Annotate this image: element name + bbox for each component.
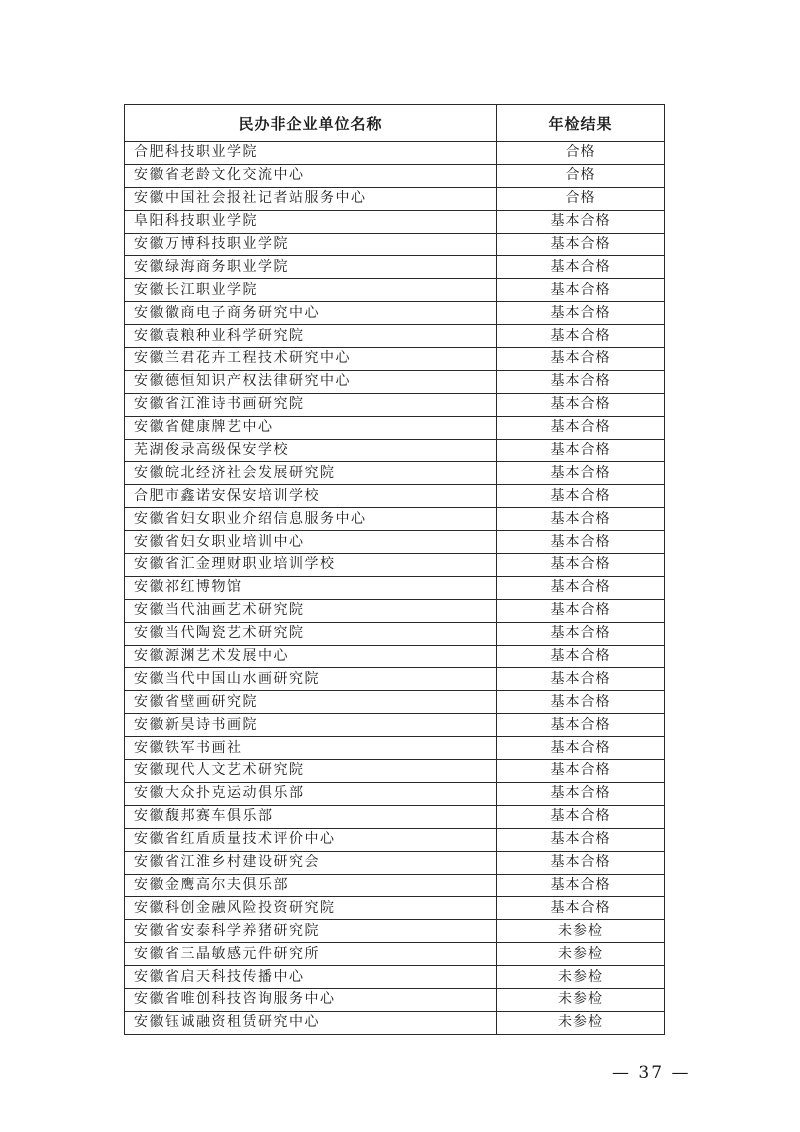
inspection-result-cell: 基本合格 xyxy=(497,760,665,783)
organization-name-cell: 安徽万博科技职业学院 xyxy=(125,233,497,256)
organization-name-cell: 安徽徽商电子商务研究中心 xyxy=(125,302,497,325)
inspection-result-cell: 合格 xyxy=(497,164,665,187)
inspection-result-cell: 基本合格 xyxy=(497,897,665,920)
inspection-result-cell: 基本合格 xyxy=(497,508,665,531)
inspection-result-cell: 未参检 xyxy=(497,1011,665,1034)
table-row xyxy=(125,760,665,783)
table-row xyxy=(125,668,665,691)
table-row xyxy=(125,920,665,943)
inspection-result-cell: 基本合格 xyxy=(497,279,665,302)
inspection-result-cell: 未参检 xyxy=(497,943,665,966)
table-body xyxy=(125,142,665,1035)
table-row xyxy=(125,851,665,874)
table-row xyxy=(125,302,665,325)
organization-name-cell: 安徽省健康牌艺中心 xyxy=(125,416,497,439)
table-row xyxy=(125,576,665,599)
organization-name-cell: 安徽省妇女职业培训中心 xyxy=(125,531,497,554)
table-row xyxy=(125,508,665,531)
page-number: — 37 — xyxy=(612,1063,691,1083)
organization-name-cell: 合肥科技职业学院 xyxy=(125,142,497,165)
table-row xyxy=(125,370,665,393)
table-row xyxy=(125,691,665,714)
table-row xyxy=(125,142,665,165)
organization-name-cell: 芜湖俊录高级保安学校 xyxy=(125,439,497,462)
organization-name-cell: 安徽现代人文艺术研究院 xyxy=(125,760,497,783)
header-organization-name: 民办非企业单位名称 xyxy=(125,105,497,142)
inspection-result-cell: 基本合格 xyxy=(497,645,665,668)
table-row xyxy=(125,622,665,645)
table-row xyxy=(125,1011,665,1034)
annual-inspection-table xyxy=(124,104,665,1035)
inspection-result-cell: 基本合格 xyxy=(497,485,665,508)
inspection-result-cell: 合格 xyxy=(497,142,665,165)
table-row xyxy=(125,164,665,187)
inspection-result-cell: 基本合格 xyxy=(497,416,665,439)
inspection-result-cell: 基本合格 xyxy=(497,782,665,805)
inspection-result-cell: 基本合格 xyxy=(497,348,665,371)
organization-name-cell: 安徽科创金融风险投资研究院 xyxy=(125,897,497,920)
table-row xyxy=(125,416,665,439)
table-row xyxy=(125,966,665,989)
inspection-result-cell: 基本合格 xyxy=(497,233,665,256)
organization-name-cell: 安徽省三晶敏感元件研究所 xyxy=(125,943,497,966)
organization-name-cell: 阜阳科技职业学院 xyxy=(125,210,497,233)
organization-name-cell: 安徽绿海商务职业学院 xyxy=(125,256,497,279)
inspection-result-cell: 基本合格 xyxy=(497,531,665,554)
organization-name-cell: 安徽皖北经济社会发展研究院 xyxy=(125,462,497,485)
inspection-result-cell: 基本合格 xyxy=(497,691,665,714)
organization-name-cell: 安徽当代中国山水画研究院 xyxy=(125,668,497,691)
organization-name-cell: 安徽长江职业学院 xyxy=(125,279,497,302)
inspection-result-cell: 基本合格 xyxy=(497,302,665,325)
organization-name-cell: 安徽省老龄文化交流中心 xyxy=(125,164,497,187)
organization-name-cell: 安徽铁军书画社 xyxy=(125,737,497,760)
inspection-result-cell: 基本合格 xyxy=(497,599,665,622)
organization-name-cell: 安徽兰君花卉工程技术研究中心 xyxy=(125,348,497,371)
table-row xyxy=(125,645,665,668)
organization-name-cell: 合肥市鑫诺安保安培训学校 xyxy=(125,485,497,508)
inspection-result-cell: 基本合格 xyxy=(497,554,665,577)
inspection-result-cell: 未参检 xyxy=(497,920,665,943)
table-row xyxy=(125,554,665,577)
organization-name-cell: 安徽省江淮诗书画研究院 xyxy=(125,393,497,416)
table-row xyxy=(125,485,665,508)
table-row xyxy=(125,233,665,256)
table-row xyxy=(125,348,665,371)
organization-name-cell: 安徽金鹰高尔夫俱乐部 xyxy=(125,874,497,897)
table-row xyxy=(125,210,665,233)
table-row xyxy=(125,531,665,554)
inspection-result-cell: 基本合格 xyxy=(497,370,665,393)
inspection-result-cell: 基本合格 xyxy=(497,393,665,416)
organization-name-cell: 安徽祁红博物馆 xyxy=(125,576,497,599)
organization-name-cell: 安徽当代油画艺术研究院 xyxy=(125,599,497,622)
inspection-result-cell: 基本合格 xyxy=(497,668,665,691)
table-row xyxy=(125,714,665,737)
table-row xyxy=(125,279,665,302)
table-row xyxy=(125,393,665,416)
inspection-result-cell: 基本合格 xyxy=(497,256,665,279)
inspection-result-cell: 基本合格 xyxy=(497,210,665,233)
organization-name-cell: 安徽袁粮种业科学研究院 xyxy=(125,325,497,348)
organization-name-cell: 安徽德恒知识产权法律研究中心 xyxy=(125,370,497,393)
inspection-result-cell: 基本合格 xyxy=(497,462,665,485)
inspection-result-cell: 基本合格 xyxy=(497,828,665,851)
organization-name-cell: 安徽省妇女职业介绍信息服务中心 xyxy=(125,508,497,531)
inspection-result-cell: 基本合格 xyxy=(497,714,665,737)
inspection-result-cell: 基本合格 xyxy=(497,325,665,348)
header-inspection-result: 年检结果 xyxy=(497,105,665,142)
table-row xyxy=(125,874,665,897)
inspection-result-cell: 基本合格 xyxy=(497,805,665,828)
organization-name-cell: 安徽省壁画研究院 xyxy=(125,691,497,714)
organization-name-cell: 安徽馥邦赛车俱乐部 xyxy=(125,805,497,828)
inspection-result-cell: 未参检 xyxy=(497,988,665,1011)
table-row xyxy=(125,782,665,805)
organization-name-cell: 安徽源渊艺术发展中心 xyxy=(125,645,497,668)
inspection-result-cell: 合格 xyxy=(497,187,665,210)
organization-name-cell: 安徽省安泰科学养猪研究院 xyxy=(125,920,497,943)
table-row xyxy=(125,805,665,828)
table-header-row xyxy=(125,105,665,142)
inspection-result-cell: 基本合格 xyxy=(497,851,665,874)
organization-name-cell: 安徽大众扑克运动俱乐部 xyxy=(125,782,497,805)
inspection-result-cell: 基本合格 xyxy=(497,622,665,645)
organization-name-cell: 安徽省启天科技传播中心 xyxy=(125,966,497,989)
organization-name-cell: 安徽省汇金理财职业培训学校 xyxy=(125,554,497,577)
organization-name-cell: 安徽新昊诗书画院 xyxy=(125,714,497,737)
table-row xyxy=(125,462,665,485)
organization-name-cell: 安徽当代陶瓷艺术研究院 xyxy=(125,622,497,645)
organization-name-cell: 安徽省江淮乡村建设研究会 xyxy=(125,851,497,874)
table-row xyxy=(125,737,665,760)
table-row xyxy=(125,897,665,920)
table-row xyxy=(125,988,665,1011)
table-row xyxy=(125,599,665,622)
inspection-result-cell: 基本合格 xyxy=(497,737,665,760)
inspection-result-cell: 基本合格 xyxy=(497,576,665,599)
table-row xyxy=(125,325,665,348)
table-row xyxy=(125,439,665,462)
organization-name-cell: 安徽省红盾质量技术评价中心 xyxy=(125,828,497,851)
table-row xyxy=(125,187,665,210)
inspection-result-cell: 基本合格 xyxy=(497,874,665,897)
organization-name-cell: 安徽中国社会报社记者站服务中心 xyxy=(125,187,497,210)
organization-name-cell: 安徽钰诚融资租赁研究中心 xyxy=(125,1011,497,1034)
table-row xyxy=(125,256,665,279)
table-row xyxy=(125,943,665,966)
organization-name-cell: 安徽省唯创科技咨询服务中心 xyxy=(125,988,497,1011)
inspection-result-cell: 基本合格 xyxy=(497,439,665,462)
inspection-result-cell: 未参检 xyxy=(497,966,665,989)
table-row xyxy=(125,828,665,851)
